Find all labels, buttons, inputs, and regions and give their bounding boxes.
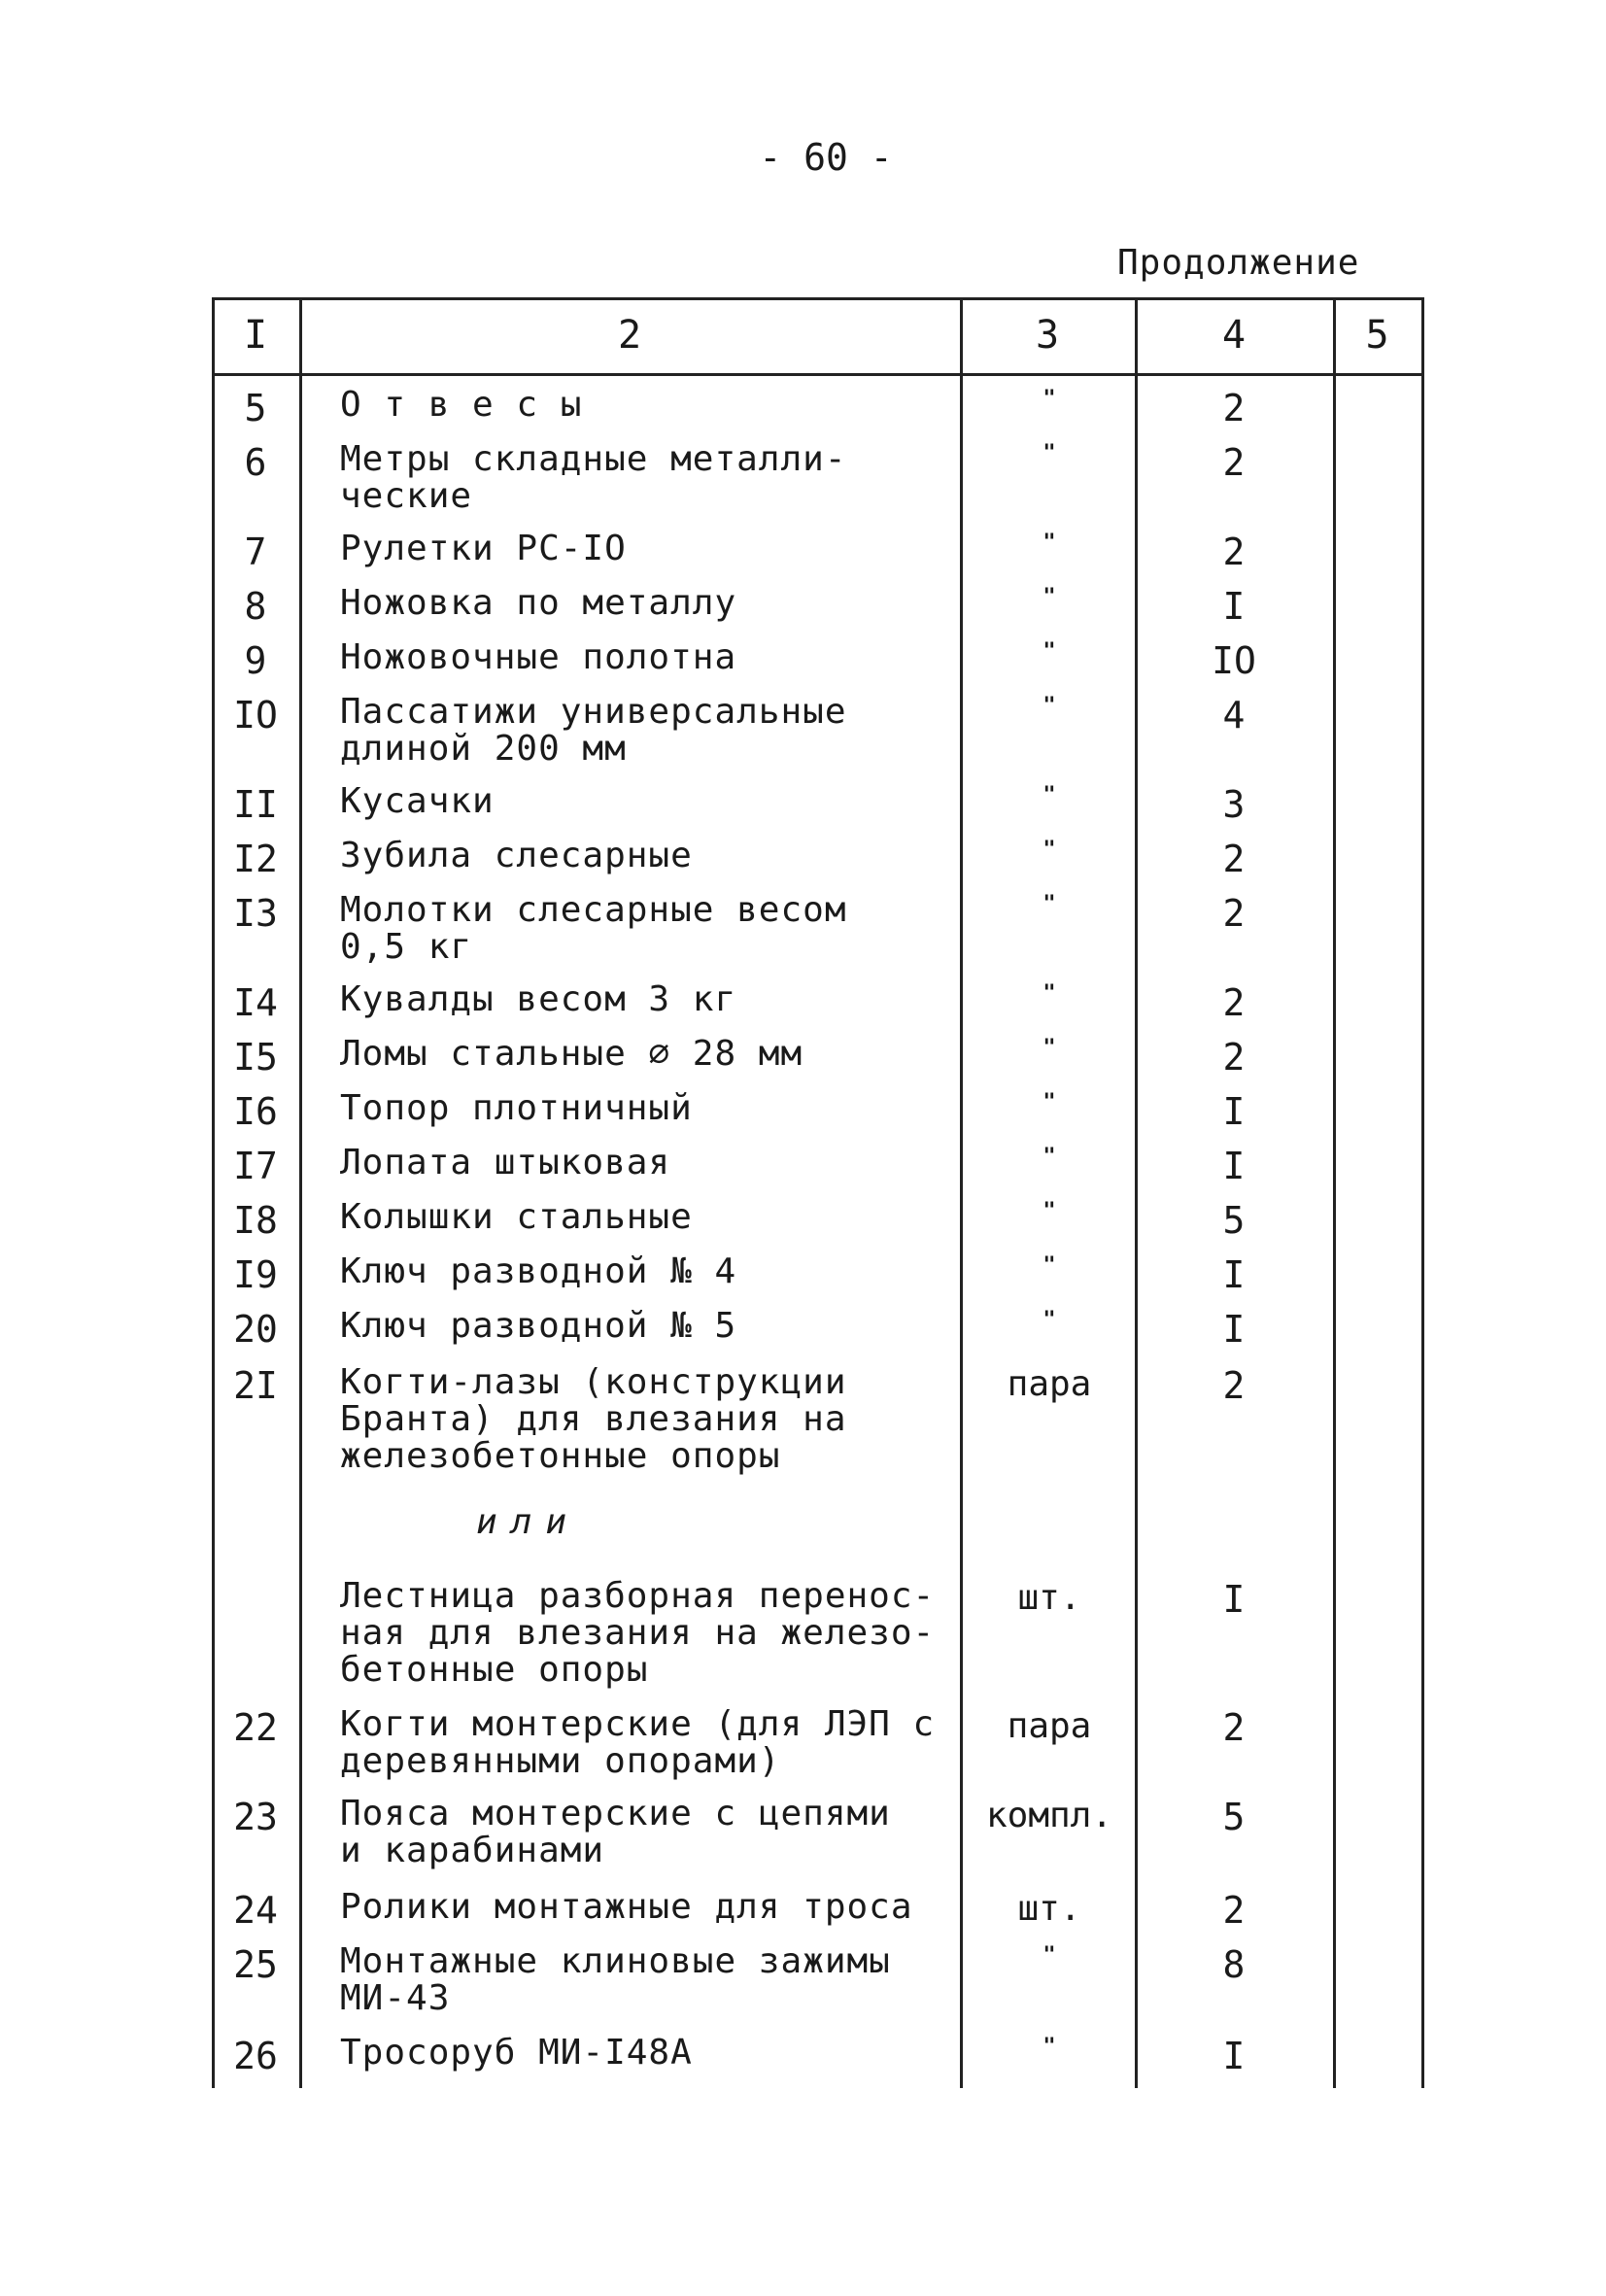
- row-number: 23: [233, 1796, 278, 1838]
- unit: ": [1042, 1943, 1056, 1968]
- quantity: 2: [1222, 1889, 1246, 1932]
- quantity: IO: [1212, 639, 1256, 682]
- unit: ": [1042, 783, 1056, 807]
- unit: ": [1042, 1199, 1056, 1223]
- row-number: II: [233, 783, 278, 826]
- item-name: Рулетки РС-IO: [340, 529, 627, 568]
- item-name: Зубила слесарные: [340, 836, 693, 875]
- quantity: 2: [1222, 441, 1246, 484]
- row-number: I2: [233, 838, 278, 880]
- unit: ": [1042, 1145, 1056, 1169]
- item-name: Метры складные металли- ческие: [340, 439, 847, 516]
- item-name: Ножовочные полотна: [340, 637, 737, 677]
- quantity: 2: [1222, 1036, 1246, 1079]
- quantity: 5: [1222, 1796, 1246, 1838]
- header-col-5: 5: [1365, 313, 1389, 358]
- unit: ": [1042, 441, 1056, 465]
- table-top-border: [212, 297, 1424, 300]
- unit: ": [1042, 694, 1056, 718]
- quantity: 2: [1222, 838, 1246, 880]
- unit: пара: [1007, 1706, 1092, 1746]
- quantity: I: [1222, 1145, 1246, 1187]
- item-name: О т в е с ы: [340, 385, 583, 425]
- header-col-3: 3: [1035, 313, 1060, 358]
- unit: ": [1042, 531, 1056, 555]
- row-number: 20: [233, 1308, 278, 1351]
- quantity: I: [1222, 1578, 1246, 1621]
- quantity: 2: [1222, 1364, 1246, 1407]
- item-name: Когти-лазы (конструкции Бранта) для влезания на железобетонные опоры: [340, 1362, 847, 1476]
- unit: ": [1042, 1090, 1056, 1114]
- item-name: Пассатижи универсальные длиной 200 мм: [340, 692, 847, 769]
- item-name: Колышки стальные: [340, 1197, 693, 1237]
- unit: ": [1042, 585, 1056, 609]
- quantity: 3: [1222, 783, 1246, 826]
- row-number: I6: [233, 1090, 278, 1133]
- header-col-4: 4: [1221, 313, 1247, 358]
- item-name: Когти монтерские (для ЛЭП с деревянными опорами): [340, 1704, 936, 1781]
- item-name: Монтажные клиновые зажимы МИ-43: [340, 1941, 891, 2018]
- item-name: Лопата штыковая: [340, 1143, 671, 1182]
- item-name: Тросоруб МИ-I48А: [340, 2033, 693, 2073]
- page-number: - 60 -: [759, 136, 893, 179]
- unit: ": [1042, 1036, 1056, 1060]
- row-number: 6: [244, 441, 267, 484]
- col-divider-4: [1333, 297, 1336, 2088]
- row-number: I7: [233, 1145, 278, 1187]
- quantity: 8: [1222, 1943, 1246, 1986]
- row-number: 25: [233, 1943, 278, 1986]
- row-number: 26: [233, 2035, 278, 2077]
- row-number: 7: [244, 531, 267, 573]
- unit: ": [1042, 2035, 1056, 2059]
- unit: ": [1042, 981, 1056, 1006]
- quantity: I: [1222, 2035, 1246, 2077]
- quantity: 2: [1222, 531, 1246, 573]
- unit: шт.: [1017, 1578, 1081, 1618]
- item-name: Кусачки: [340, 781, 495, 821]
- continuation-label: Продолжение: [1117, 243, 1360, 283]
- item-name: Молотки слесарные весом 0,5 кг: [340, 890, 847, 967]
- unit: ": [1042, 1308, 1056, 1332]
- row-number: 9: [244, 639, 267, 682]
- quantity: I: [1222, 585, 1246, 628]
- quantity: 2: [1222, 1706, 1246, 1749]
- row-number: IO: [233, 694, 278, 737]
- item-name: Ломы стальные ∅ 28 мм: [340, 1034, 803, 1074]
- item-name: Пояса монтерские с цепями и карабинами: [340, 1794, 891, 1870]
- item-name: Кувалды весом 3 кг: [340, 979, 737, 1019]
- row-number: I3: [233, 892, 278, 935]
- row-number: I4: [233, 981, 278, 1024]
- item-name: Ключ разводной № 4: [340, 1251, 737, 1291]
- unit: ": [1042, 1253, 1056, 1278]
- unit: шт.: [1017, 1889, 1081, 1929]
- unit: пара: [1007, 1364, 1092, 1404]
- quantity: I: [1222, 1308, 1246, 1351]
- item-name: Лестница разборная перенос- ная для влезания на железо- бетонные опоры: [340, 1576, 936, 1690]
- row-number: 22: [233, 1706, 278, 1749]
- table-header-border: [212, 373, 1424, 376]
- row-number: I8: [233, 1199, 278, 1242]
- quantity: 2: [1222, 981, 1246, 1024]
- row-number: I9: [233, 1253, 278, 1296]
- quantity: 2: [1222, 387, 1246, 429]
- item-name: Ролики монтажные для троса: [340, 1887, 913, 1927]
- quantity: I: [1222, 1090, 1246, 1133]
- row-number: 5: [244, 387, 267, 429]
- unit: компл.: [985, 1796, 1113, 1835]
- quantity: I: [1222, 1253, 1246, 1296]
- unit: ": [1042, 387, 1056, 411]
- quantity: 4: [1222, 694, 1246, 737]
- row-number: 2I: [233, 1364, 278, 1407]
- header-col-2: 2: [617, 313, 642, 358]
- item-name: Ключ разводной № 5: [340, 1306, 737, 1346]
- item-name: Ножовка по металлу: [340, 583, 737, 623]
- quantity: 2: [1222, 892, 1246, 935]
- item-name: Топор плотничный: [340, 1088, 693, 1128]
- col-divider-1: [299, 297, 302, 2088]
- row-number: I5: [233, 1036, 278, 1079]
- header-col-1: I: [243, 313, 268, 358]
- col-divider-right: [1421, 297, 1424, 2088]
- unit: ": [1042, 639, 1056, 664]
- quantity: 5: [1222, 1199, 1246, 1242]
- unit: ": [1042, 892, 1056, 916]
- unit: ": [1042, 838, 1056, 862]
- row-number: 24: [233, 1889, 278, 1932]
- or-separator: или: [476, 1502, 581, 1542]
- row-number: 8: [244, 585, 267, 628]
